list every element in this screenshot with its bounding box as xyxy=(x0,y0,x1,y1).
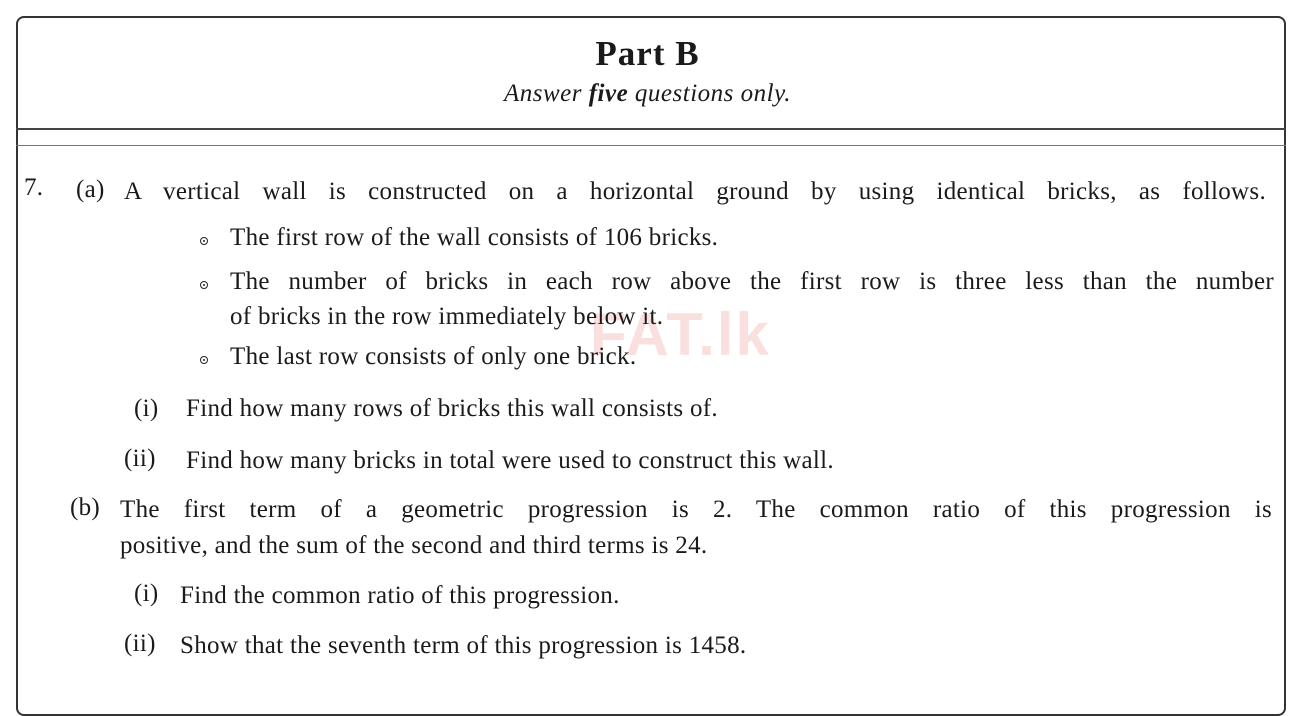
part-b-ii-text: Show that the seventh term of this progression is 1458. xyxy=(180,632,747,659)
part-a-ii-text: Find how many bricks in total were used to construct this wall. xyxy=(186,447,834,474)
bullet-2 xyxy=(200,281,208,289)
part-a-ii-label: (ii) xyxy=(124,445,156,472)
bullet-2-text-cont: of bricks in the row immediately below it. xyxy=(230,303,664,330)
instruction-pre: Answer xyxy=(503,80,582,107)
bullet-3-text: The last row consists of only one brick. xyxy=(230,343,637,370)
instruction-emphasis: five xyxy=(588,80,629,107)
part-a-i-label: (i) xyxy=(134,395,159,422)
page-title: Part B xyxy=(595,34,700,73)
header-divider-secondary xyxy=(16,145,1286,146)
part-b-ii-label: (ii) xyxy=(124,630,156,657)
part-b-i-label: (i) xyxy=(134,580,159,607)
bullet-1 xyxy=(200,237,208,245)
bullet-1-text: The first row of the wall consists of 106 bricks. xyxy=(230,224,719,251)
part-a-label: (a) xyxy=(76,176,105,203)
bullet-3 xyxy=(200,356,208,364)
instruction xyxy=(0,80,1295,108)
part-b-stem-1: The first term of a geometric progression is 2. The common ratio of this progression is xyxy=(120,496,1272,523)
watermark: FAT.lk xyxy=(590,301,771,368)
part-b-label: (b) xyxy=(70,494,101,521)
header-divider xyxy=(16,128,1286,130)
bullet-2-text: The number of bricks in each row above the first row is three less than the number xyxy=(230,268,1274,295)
part-b-i-text: Find the common ratio of this progression. xyxy=(180,582,620,609)
instruction-post: questions only. xyxy=(634,80,792,107)
part-b-stem-2: positive, and the sum of the second and third terms is 24. xyxy=(120,532,708,559)
question-number: 7. xyxy=(24,174,44,201)
part-a-i-text: Find how many rows of bricks this wall consists of. xyxy=(186,395,718,422)
part-a-stem: A vertical wall is constructed on a horizontal ground by using identical bricks, as follows. xyxy=(124,178,1266,205)
